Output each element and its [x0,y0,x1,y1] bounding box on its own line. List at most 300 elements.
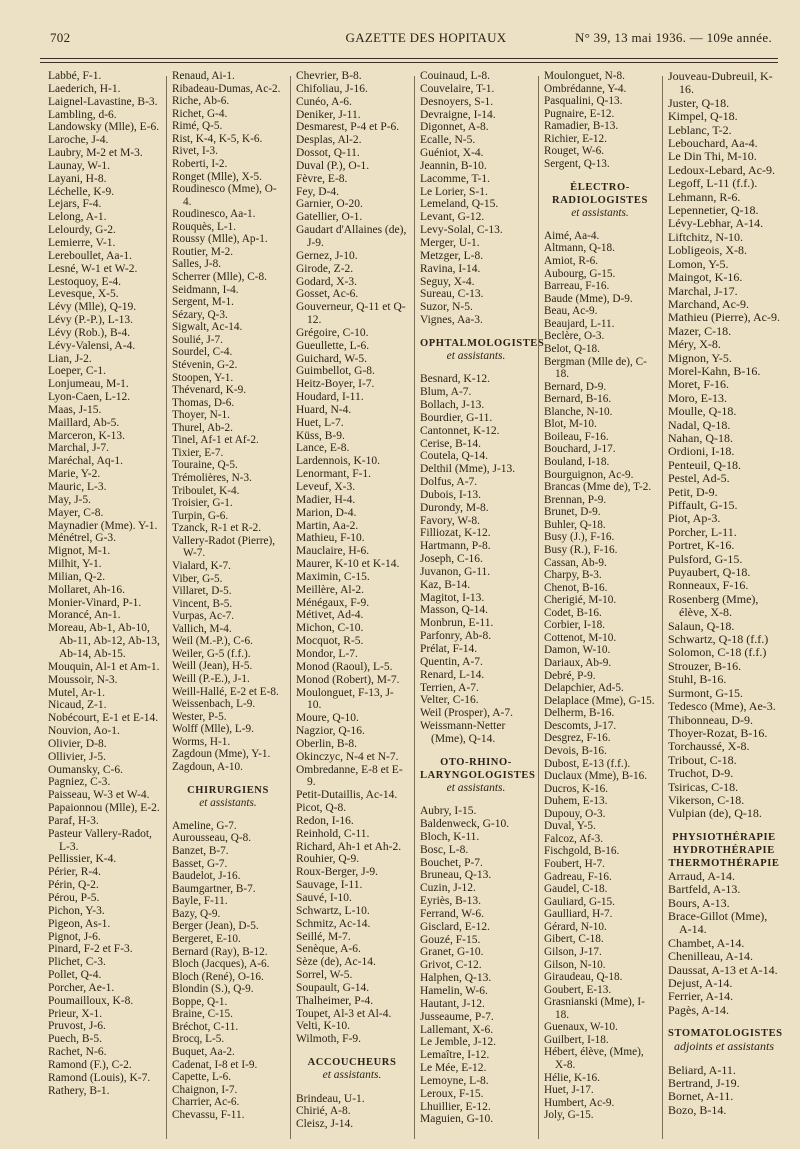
index-entry: Toupet, Al-3 et Al-4. [296,1007,392,1020]
index-entry: Ronneaux, F-16. [668,578,749,593]
index-entry: Quentin, A-7. [420,655,483,668]
section-subheading: adjoints et assistants [673,1039,774,1054]
index-entry: Rouquès, L-1. [172,220,237,233]
index-entry: Porcher, L-11. [668,524,737,539]
index-entry: Guimbellot, G-8. [296,365,375,378]
index-entry: Bréchot, C-11. [172,1020,239,1033]
index-entry: Weissmann-Netter (Mme), Q-14. [420,720,506,745]
index-entry: Levant, G-12. [420,211,485,224]
index-entry: Cadenat, I-8 et I-9. [172,1058,258,1071]
index-entry: Mondor, L-7. [296,647,358,660]
index-entry: Huard, N-4. [296,403,352,416]
index-entry: Duhem, E-13. [544,795,608,808]
index-entry: Monbrun, E-11. [420,617,494,630]
index-entry: Terrien, A-7. [420,681,479,694]
index-entry: Weill (P.-E.), J-1. [172,673,250,685]
index-entry: Worms, H-1. [172,735,231,748]
index-entry: Milian, Q-2. [48,570,106,583]
index-entry: Houdard, I-11. [296,391,364,404]
column-divider [166,76,167,1139]
index-entry: Weil (Prosper), A-7. [420,707,513,720]
index-entry: Vulpian (de), Q-18. [668,806,762,821]
index-entry: Sèze (de), Ac-14. [296,956,376,969]
section-subheading: et assistants. [322,1069,382,1082]
index-entry: Chambet, A-14. [668,935,745,950]
index-entry: Lebouchard, Aa-4. [668,136,758,151]
index-entry: Ravina, I-14. [420,262,481,275]
index-entry: Lenormant, F-1. [296,468,372,481]
index-entry: Foubert, H-7. [544,858,605,871]
index-entry: Puyaubert, Q-18. [668,565,751,580]
index-entry: Lemierre, V-1. [48,236,116,249]
index-entry: Fey, D-4. [296,185,340,198]
index-entry: Banzet, B-7. [172,845,229,858]
index-entry: Baumgartner, B-7. [172,882,256,895]
index-entry: Pigeon, As-1. [48,917,111,930]
index-entry: Turpin, G-6. [172,509,229,522]
index-entry: Hartmann, P-8. [420,540,491,553]
index-entry: Gueullette, L-6. [296,339,370,352]
index-entry: Rathery, B-1. [48,1084,110,1097]
index-entry: Lemaître, I-12. [420,1049,490,1062]
index-entry: Soulié, J-7. [172,333,223,346]
index-entry: Petit, D-9. [668,484,718,499]
index-entry: Amiot, R-6. [544,255,599,268]
index-entry: Brancas (Mme de), T-2. [544,481,652,494]
index-entry: Mocquot, R-5. [296,635,364,648]
index-entry: Maas, J-15. [48,403,102,416]
index-entry: Velti, K-10. [296,1020,350,1033]
index-entry: Devois, B-16. [544,744,607,757]
section-heading: ÉLECTRO-RADIOLOGISTES [552,181,648,206]
index-entry: Leveuf, X-3. [296,481,356,493]
index-entry: Surmont, G-15. [668,685,743,700]
index-entry: Nouvion, Ao-1. [48,725,120,738]
index-entry: Ombredanne, E-8 et E-9. [296,763,403,789]
index-entry: Joseph, C-16. [420,553,483,566]
index-entry: Moro, E-13. [668,390,727,405]
index-entry: Schwartz, L-10. [296,904,370,917]
index-entry: Nadal, Q-18. [668,417,731,432]
index-entry: Thomas, D-6. [172,396,235,409]
index-entry: Richier, E-12. [544,132,607,145]
section-heading: ACCOUCHEURS [307,1057,397,1069]
index-entry: Bartfeld, A-13. [668,882,741,897]
index-entry: Maximin, C-15. [296,570,370,583]
index-entry: Hautant, J-12. [420,997,485,1010]
index-entry: Lelong, A-1. [48,211,107,224]
column-divider [538,76,539,1139]
index-entry: Baldenweck, G-10. [420,818,510,830]
index-entry: Poumailloux, K-8. [48,994,134,1007]
index-entry: Gouverneur, Q-11 et Q-12. [296,301,406,327]
index-entry: Routier, M-2. [172,245,234,258]
index-entry: Touraine, Q-5. [172,459,238,472]
index-entry: Papaionnou (Mlle), E-2. [48,802,160,815]
index-entry: Picot, Q-8. [296,802,347,815]
index-entry: Granet, G-10. [420,946,484,959]
index-entry: Eyriès, B-13. [420,895,482,908]
index-entry: Roussy (Mlle), Ap-1. [172,233,268,246]
index-entry: Vikerson, C-18. [668,792,745,807]
index-entry: Gisclard, E-12. [420,920,490,933]
index-entry: Seguy, X-4. [420,275,475,288]
index-entry: Chaignon, I-7. [172,1083,238,1096]
index-entry: Delthil (Mme), J-13. [420,463,516,476]
index-entry: Weiler, G-5 (f.f.). [172,647,251,660]
index-entry: Meillère, Al-2. [296,583,365,596]
index-entry: Lian, J-2. [48,352,92,365]
index-entry: Pulsford, G-15. [668,551,743,566]
index-entry: Sergent, Q-13. [544,157,610,170]
index-entry: Jouveau-Dubreuil, K-16. [668,69,773,97]
index-entry: Buhler, Q-18. [544,518,606,531]
index-entry: Masson, Q-14. [420,604,489,617]
index-entry: Ameline, G-7. [172,819,237,832]
index-entry: Marchand, Ac-9. [668,296,749,311]
header-rule-thin [40,62,778,63]
index-entry: Lhuillier, E-12. [420,1100,491,1113]
index-entry: Pasqualini, Q-13. [544,95,623,108]
index-entry: Duval (P.), O-1. [296,159,370,172]
index-entry: Petit-Dutaillis, Ac-14. [296,789,398,802]
index-entry: Dupouy, O-3. [544,807,606,820]
index-entry: Thoyer-Rozat, B-16. [668,725,768,740]
section-subheading: et assistants. [446,349,506,362]
index-entry: Juvanon, G-11. [420,565,491,578]
index-entry: Delapchier, Ad-5. [544,682,624,695]
index-entry: Gosset, Ac-6. [296,288,359,301]
index-entry: Desgrez, F-16. [544,732,611,745]
index-entry: Weil (M.-P.), C-6. [172,635,253,648]
index-entry: Ecalle, N-5. [420,134,476,147]
index-entry: Pellissier, K-4. [48,853,117,866]
index-entry: Zagdoun (Mme), Y-1. [172,748,271,761]
index-entry: Desnoyers, S-1. [420,95,494,108]
index-entry: Loeper, C-1. [48,365,106,378]
index-entry: Hamelin, W-6. [420,984,488,997]
index-entry: Chevrier, B-8. [296,70,362,82]
column-5 [544,70,656,1122]
index-entry: Maurer, K-10 et K-14. [296,558,400,571]
index-entry: Tinel, Af-1 et Af-2. [172,434,259,447]
index-entry: Cottenot, M-10. [544,631,617,644]
index-entry: Gaulliard, H-7. [544,908,613,921]
index-entry: Sauvé, I-10. [296,892,352,904]
index-entry: Sézary, Q-3. [172,308,228,321]
index-entry: Bouchet, P-7. [420,856,483,869]
index-entry: Oberlin, B-8. [296,737,358,750]
index-entry: Ombrédanne, Y-4. [544,82,627,95]
index-entry: Besnard, K-12. [420,373,490,386]
index-entry: Dolfus, A-7. [420,476,478,489]
index-entry: Reinhold, C-11. [296,827,370,840]
index-entry: Couvelaire, T-1. [420,82,495,95]
index-entry: Lévy (Mlle), Q-19. [48,301,137,314]
index-entry: Cassan, Ab-9. [544,556,607,569]
index-entry: Cerise, B-14. [420,437,482,450]
index-columns [48,70,782,1149]
index-entry: Bloch, K-11. [420,830,480,843]
index-entry: Heitz-Boyer, I-7. [296,378,375,391]
index-entry: Pinard, F-2 et F-3. [48,943,133,956]
index-entry: Bernard (Ray), B-12. [172,945,268,958]
index-entry: Landowsky (Mlle), E-6. [48,121,160,134]
index-entry: Moussoir, N-3. [48,673,118,686]
index-entry: Lejars, F-4. [48,198,102,211]
index-entry: Nicaud, Z-1. [48,699,107,712]
index-entry: Renard, L-14. [420,668,485,681]
index-entry: Duclaux (Mme), B-16. [544,770,648,783]
index-entry: Lestoquoy, E-4. [48,275,122,288]
index-entry: Milhit, Y-1. [48,558,102,571]
index-entry: Guichard, W-5. [296,352,368,365]
index-entry: Morel-Kahn, B-16. [668,363,761,378]
index-entry: Bouchard, J-17. [544,443,616,456]
index-entry: Lesné, W-1 et W-2. [48,262,138,275]
index-entry: Bruneau, Q-13. [420,869,492,882]
index-entry: Cunéo, A-6. [296,95,352,108]
index-entry: Girode, Z-2. [296,262,354,275]
index-entry: Weill-Hallé, E-2 et E-8. [172,685,279,698]
index-entry: Pignot, J-6. [48,930,101,943]
index-entry: Lyon-Caen, L-12. [48,391,131,404]
section-heading: STOMATOLOGISTES [668,1028,783,1040]
index-entry: Juster, Q-18. [668,95,730,110]
index-entry: Velter, C-16. [420,694,479,707]
index-entry: Salaun, Q-18. [668,618,735,633]
index-entry: Parfonry, Ab-8. [420,630,492,643]
index-entry: Lemoyne, L-8. [420,1074,489,1087]
index-entry: Ferrier, A-14. [668,989,734,1004]
index-entry: Garnier, O-20. [296,198,363,211]
index-entry: Lehmann, R-6. [668,189,741,204]
index-entry: Devraigne, I-14. [420,108,496,121]
index-entry: Tixier, E-7. [172,446,224,459]
index-entry: Altmann, Q-18. [544,242,615,255]
index-entry: Chevassu, F-11. [172,1108,245,1121]
index-entry: Marie, Y-2. [48,468,101,481]
index-entry: Ordioni, I-18. [668,444,735,459]
index-entry: Mignon, Y-5. [668,350,732,365]
index-entry: Martin, Aa-2. [296,519,359,532]
index-entry: Moulonguet, F-13, J-10. [296,686,394,712]
index-entry: Grivot, C-12. [420,959,482,972]
index-entry: Ollivier, J-5. [48,750,106,763]
index-entry: Digonnet, A-8. [420,121,489,134]
index-entry: Merger, U-1. [420,236,480,249]
index-entry: Mollaret, Ah-16. [48,583,125,596]
running-header [40,30,772,52]
index-entry: Roux-Berger, J-9. [296,866,379,879]
index-entry: Lepennetier, Q-18. [668,203,759,218]
index-entry: Bayle, F-11. [172,895,228,908]
index-entry: Cantonnet, K-12. [420,424,500,437]
index-entry: Corbier, I-18. [544,619,606,632]
index-entry: Gilson, N-10. [544,958,606,971]
index-entry: Guilbert, I-18. [544,1033,609,1046]
index-entry: Moret, F-16. [668,377,729,392]
index-entry: Lardennois, K-10. [296,455,380,468]
index-entry: Cherigié, M-10. [544,594,617,607]
index-entry: Pollet, Q-4. [48,969,102,982]
index-entry: Penteuil, Q-18. [668,457,741,472]
index-entry: Plichet, C-3. [48,956,106,969]
index-entry: Porcher, Ae-1. [48,981,115,994]
index-entry: Stuhl, B-16. [668,672,727,687]
section-subheading: et assistants. [199,796,257,809]
index-entry: Marceron, K-13. [48,429,125,442]
index-entry: Baude (Mme), D-9. [544,292,633,305]
index-entry: Delaplace (Mme), G-15. [544,694,655,707]
index-entry: Desplas, Al-2. [296,134,362,147]
index-entry: Kimpel, Q-18. [668,109,738,124]
index-entry: Marchal, J-7. [48,442,109,455]
index-entry: Bernard, D-9. [544,380,607,393]
index-entry: Jeannin, B-10. [420,159,487,172]
index-entry: Morancé, An-1. [48,609,121,622]
index-entry: Thévenard, K-9. [172,384,247,397]
index-entry: Okinczyc, N-4 et N-7. [296,750,399,763]
index-entry: Piffault, G-15. [668,498,738,512]
index-entry: Ducros, K-16. [544,782,609,795]
index-entry: Zagdoun, A-10. [172,760,243,773]
index-entry: Dubost, E-13 (f.f.). [544,757,631,770]
index-entry: Metzger, L-8. [420,249,484,262]
index-entry: Bergman (Mlle de), C-18. [544,355,647,381]
index-entry: Mouquin, Al-1 et Am-1. [48,660,160,673]
index-entry: Labbé, F-1. [48,70,102,82]
index-entry: Capette, L-6. [172,1071,232,1084]
index-entry: Rachet, N-6. [48,1046,107,1059]
index-entry: Maynadier (Mme). Y-1. [48,519,158,532]
index-entry: Stévenin, G-2. [172,358,238,371]
index-entry: Kaz, B-14. [420,578,471,591]
column-6 [668,69,783,1117]
index-entry: Blanche, N-10. [544,405,613,418]
index-entry: Joly, G-15. [544,1109,594,1122]
index-entry: Villaret, D-5. [172,585,232,598]
index-entry: Puech, B-5. [48,1033,102,1046]
index-entry: Ramond (F.), C-2. [48,1058,132,1071]
index-entry: Couinaud, L-8. [420,70,490,82]
index-entry: Périn, Q-2. [48,879,99,892]
index-entry: Aimé, Aa-4. [544,229,600,242]
index-entry: Aurousseau, Q-8. [172,832,252,845]
index-entry: Lacomme, T-1. [420,172,490,185]
index-entry: Pérou, P-5. [48,892,100,904]
index-entry: Tzanck, R-1 et R-2. [172,522,262,535]
index-entry: Gaudel, C-18. [544,883,608,896]
index-entry: Senèque, A-6. [296,943,361,956]
index-entry: Vallich, M-4. [172,622,232,635]
index-entry: Schmitz, Ac-14. [296,917,371,930]
index-entry: Ramond (Louis), K-7. [48,1071,151,1084]
index-entry: Thibonneau, D-9. [668,712,753,727]
index-entry: Küss, B-9. [296,429,345,442]
index-entry: Weissenbach, L-9. [172,698,256,711]
index-entry: Brindeau, U-1. [296,1092,365,1105]
index-entry: Bernard, B-16. [544,393,612,406]
index-entry: Bosc, L-8. [420,843,469,856]
column-divider [290,76,291,1139]
index-entry: Maguien, G-10. [420,1113,494,1126]
index-entry: Hébert, élève, (Mme), X-8. [544,1046,644,1072]
index-entry: Chifoliau, J-16. [296,82,368,95]
index-entry: Thoyer, N-1. [172,409,230,422]
column-2 [172,70,284,1121]
index-entry: Rimé, Q-5. [172,120,223,133]
index-entry: Piot, Ap-3. [668,511,721,526]
index-entry: Bertrand, J-19. [668,1076,740,1091]
column-4 [420,70,545,1126]
index-entry: Debré, P-9. [544,669,596,682]
index-entry: Soupault, G-14. [296,981,370,994]
index-entry: Bozo, B-14. [668,1102,727,1117]
index-entry: Lelourdy, G-2. [48,224,116,237]
index-entry: Bourdier, G-11. [420,411,493,424]
index-entry: Thurel, Ab-2. [172,421,233,434]
index-entry: Renaud, Ai-1. [172,70,235,82]
index-entry: Lereboullet, Aa-1. [48,249,132,262]
index-entry: Ramadier, B-13. [544,120,619,133]
index-entry: Vincent, B-5. [172,597,233,610]
index-entry: Boppe, Q-1. [172,995,228,1008]
index-entry: Madier, H-4. [296,493,356,506]
index-entry: Pagniez, C-3. [48,776,111,789]
index-entry: Baudelot, J-16. [172,870,241,883]
index-entry: Lomon, Y-5. [668,256,729,271]
index-entry: Lonjumeau, M-1. [48,378,129,391]
index-entry: Ribadeau-Dumas, Ac-2. [172,82,281,95]
index-entry: Viber, G-5. [172,572,223,585]
index-entry: Sergent, M-1. [172,296,234,309]
index-entry: Blot, M-10. [544,418,597,431]
index-entry: Falcoz, Af-3. [544,832,604,845]
index-entry: Daussat, A-13 et A-14. [668,962,778,977]
issue-info: N° 39, 13 mai 1936. — 109e année. [574,30,772,45]
index-entry: Rosenberg (Mme), élève, X-8. [668,591,759,620]
column-divider [414,76,415,1139]
index-entry: Mazer, C-18. [668,323,732,338]
index-entry: Torchaussé, X-8. [668,739,750,754]
index-entry: Bours, A-13. [668,895,730,910]
index-entry: Leblanc, T-2. [668,122,732,137]
index-entry: Bornet, A-11. [668,1089,734,1104]
index-entry: Périer, R-4. [48,866,101,879]
index-entry: Schwartz, Q-18 (f.f.) [668,632,769,647]
index-entry: Moreau, Ab-1, Ab-10, Ab-11, Ab-12, Ab-13, Ab-14, Ab-15. [48,622,160,660]
index-entry: Codet, B-16. [544,606,602,619]
index-entry: Mutel, Ar-1. [48,686,105,699]
index-entry: Seillé, M-7. [296,930,351,943]
index-entry: Chenilleau, A-14. [668,949,753,964]
index-entry: Laubry, M-2 et M-3. [48,147,143,160]
index-entry: Troisier, G-1. [172,497,233,510]
index-entry: Mayer, C-8. [48,506,104,519]
index-entry: Wester, P-5. [172,710,227,723]
index-entry: Pagès, A-14. [668,1002,729,1017]
index-entry: Charpy, B-3. [544,569,602,582]
index-entry: Lemeland, Q-15. [420,198,499,211]
index-entry: Grégoire, C-10. [296,326,369,339]
index-entry: Riche, Ab-6. [172,95,230,108]
index-entry: Le Din Thi, M-10. [668,149,757,164]
index-entry: Roudinesco, Aa-1. [172,208,256,221]
index-entry: Laederich, H-1. [48,82,121,95]
index-entry: Rist, K-4, K-5, K-6. [172,132,263,145]
index-entry: Gérard, N-10. [544,920,607,933]
